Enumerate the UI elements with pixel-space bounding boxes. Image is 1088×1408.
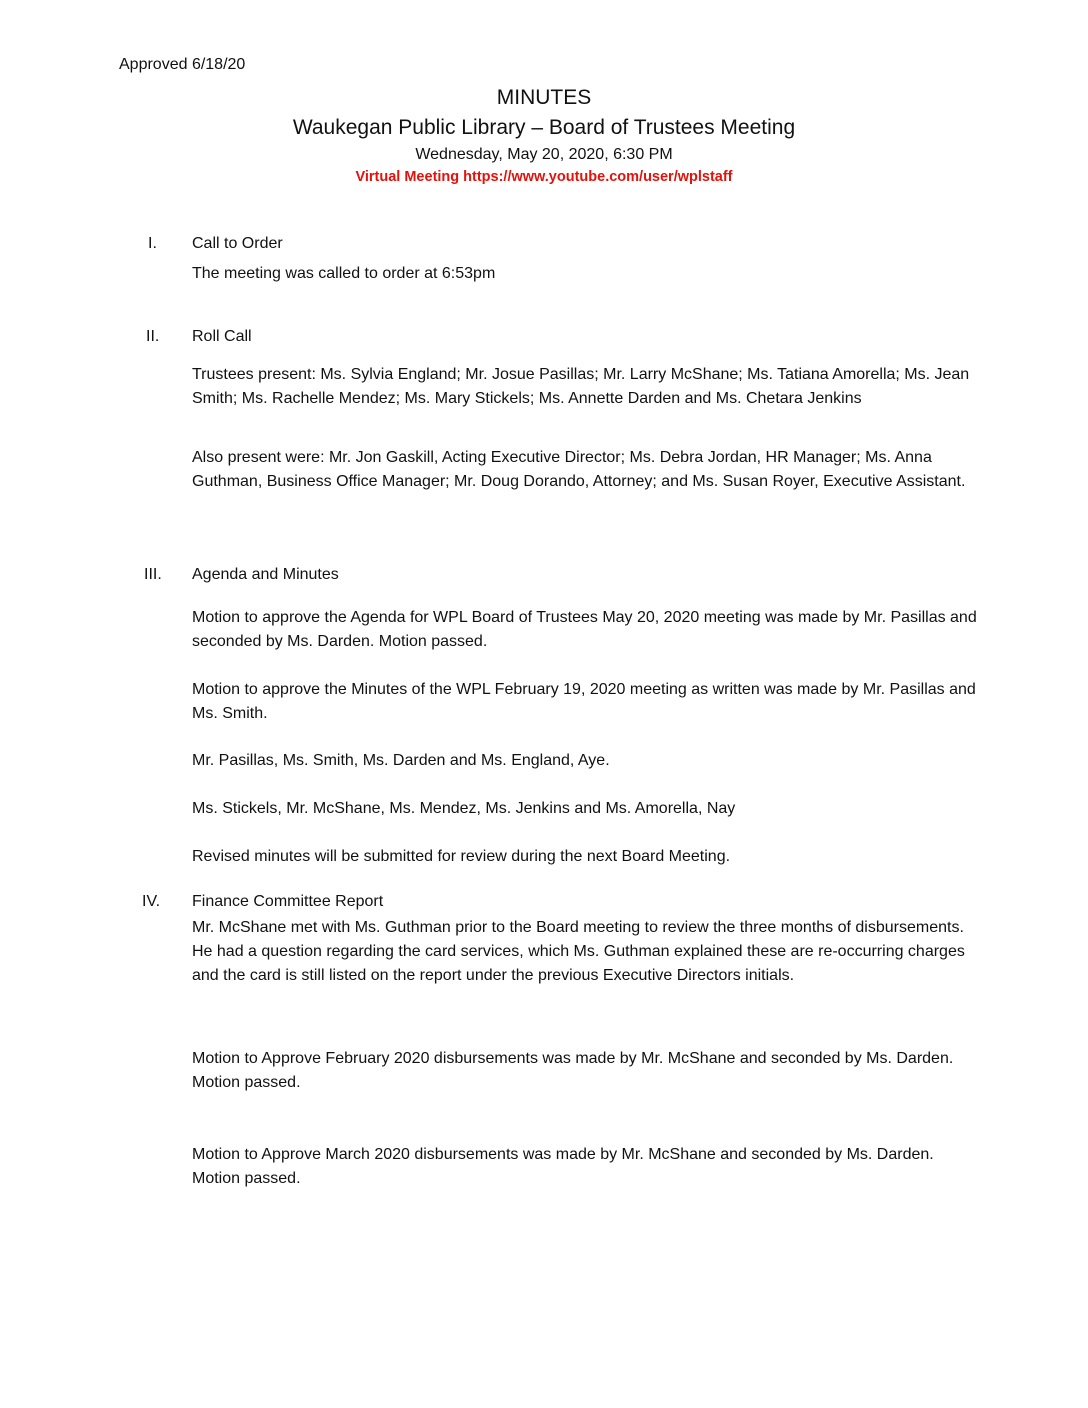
paragraph: The meeting was called to order at 6:53pm [192,265,496,282]
meeting-date: Wednesday, May 20, 2020, 6:30 PM [415,146,673,163]
paragraph: Trustees present: Ms. Sylvia England; Mr. Josue Pasillas; Mr. Larry McShane; Ms. Tatiana Amorella; Ms. Jean Smith; Ms. Rachelle Mendez; Ms. Mary Stickels; Ms. Annette Darden and Ms. Chetara Jenkins [192,366,970,407]
section-number: I. [148,235,157,252]
paragraph: Motion to approve the Minutes of the WPL February 19, 2020 meeting as written was made by Mr. Pasillas and Ms. Smith. [192,681,976,722]
paragraph: Mr. Pasillas, Ms. Smith, Ms. Darden and Ms. England, Aye. [192,752,610,769]
section-title-roll-call: Roll Call [192,328,252,345]
section-number: IV. [142,893,161,910]
virtual-meeting-link[interactable]: Virtual Meeting https://www.youtube.com/user/wplstaff [355,169,733,185]
paragraph: Revised minutes will be submitted for review during the next Board Meeting. [192,848,731,865]
document-header [0,84,1088,188]
paragraph: Motion to approve the Agenda for WPL Board of Trustees May 20, 2020 meeting was made by Mr. Pasillas and seconded by Ms. Darden. Motion passed. [192,609,977,650]
paragraph: Also present were: Mr. Jon Gaskill, Acting Executive Director; Ms. Debra Jordan, HR Manager; Ms. Anna Guthman, Business Office Manager; Mr. Doug Dorando, Attorney; and Ms. Susan Royer, Executive Assistant. [192,449,966,490]
paragraph: Motion to Approve February 2020 disbursements was made by Mr. McShane and seconded by Ms. Darden. Motion passed. [192,1050,954,1091]
approval-note: Approved 6/18/20 [119,56,246,73]
document-subtitle: Waukegan Public Library – Board of Trustees Meeting [292,116,796,139]
paragraph: Mr. McShane met with Ms. Guthman prior to the Board meeting to review the three months of disbursements. He had a question regarding the card services, which Ms. Guthman explained these are re-occurring charges and the card is still listed on the report under the previous Executive Directors initials. [192,919,965,984]
section-title-call-to-order: Call to Order [192,235,283,252]
section-number: III. [144,566,162,583]
section-title-agenda-minutes: Agenda and Minutes [192,566,339,583]
paragraph: Ms. Stickels, Mr. McShane, Ms. Mendez, Ms. Jenkins and Ms. Amorella, Nay [192,800,736,817]
section-title-finance-report: Finance Committee Report [192,893,384,910]
section-number: II. [146,328,160,345]
paragraph: Motion to Approve March 2020 disbursements was made by Mr. McShane and seconded by Ms. Darden. Motion passed. [192,1146,934,1187]
document-title: MINUTES [496,86,592,109]
